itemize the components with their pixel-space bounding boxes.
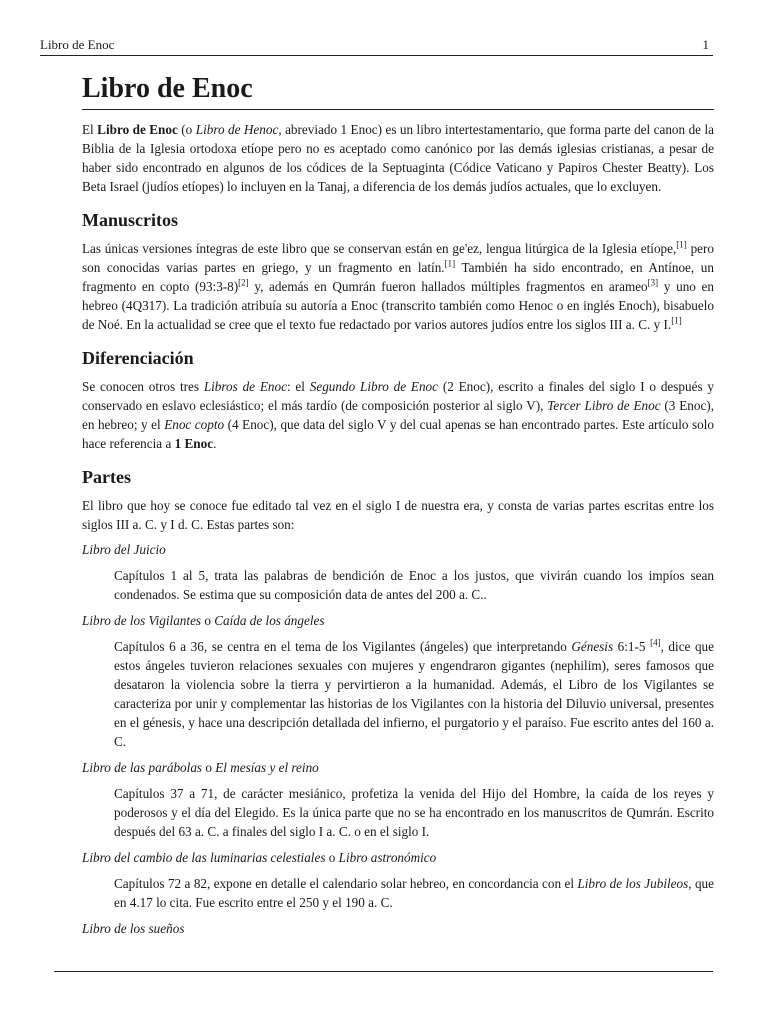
partes-list	[82, 540, 714, 938]
text-run: , que en 4.17 lo cita. Fue escrito entre el 250 y el 190 a. C.	[114, 876, 714, 910]
manuscritos-paragraph	[82, 239, 714, 334]
term-title: El mesías y el reino	[215, 760, 319, 775]
text-run: Capítulos 6 a 36, se centra en el tema de los Vigilantes (ángeles) que interpretando	[114, 639, 572, 654]
italic-term: Libro de los Jubileos	[577, 876, 689, 891]
text-run: : el	[286, 379, 310, 394]
term-separator: o	[201, 613, 215, 628]
list-term: Libro de los sueños	[82, 921, 185, 936]
bold-term: 1 Enoc	[174, 436, 214, 451]
bold-term: Libro de Enoc	[97, 122, 178, 137]
italic-term: Enoc copto	[164, 417, 225, 432]
term-title: Libro de los Vigilantes	[82, 613, 202, 628]
text-run: Las únicas versiones íntegras de este libro que se conservan están en ge'ez, lengua litúrgica de la Iglesia etíope,	[82, 241, 677, 256]
list-term	[82, 848, 714, 867]
term-title: Libro astronómico	[338, 850, 437, 865]
page-title: Libro de Enoc	[82, 73, 253, 104]
italic-term: Tercer Libro de Enoc	[547, 398, 661, 413]
text-run: (3 Enoc), en hebreo; y el	[82, 398, 714, 432]
text-run: , abreviado 1 Enoc) es un libro intertestamentario, que forma parte del canon de la Biblia de la Iglesia ortodoxa etíope pero no es aceptado como canónico por las demás iglesias cristianas, a pesar de haber sido encontrado en algunos de los códices de la Septuaginta (Códice Vaticano y Papiros Chester Beatty). Los Beta Israel (judíos etíopes) lo incluyen en la Tanaj, a diferencia de los demás judíos actuales, que lo excluyen.	[82, 122, 714, 194]
partes-intro: El libro que hoy se conoce fue editado tal vez en el siglo I de nuestra era, y consta de varias partes escritas entre los siglos III a. C. y I d. C. Estas partes son:	[82, 498, 714, 532]
heading-diferenciacion: Diferenciación	[82, 348, 194, 368]
text-run: También ha sido encontrado, en Antínoe, un fragmento en copto (93:3-8)	[82, 260, 714, 294]
list-term	[82, 758, 714, 777]
citation-link[interactable]: [3]	[647, 277, 659, 288]
header-rule	[40, 55, 713, 56]
title-rule	[82, 109, 714, 110]
text-run: (4 Enoc), que data del siglo V y del cual apenas se han encontrado partes. Este artículo solo hace referencia a	[82, 417, 714, 451]
term-title: Libro de las parábolas	[82, 760, 203, 775]
text-run: Capítulos 72 a 82, expone en detalle el calendario solar hebreo, en concordancia con el	[114, 876, 578, 891]
heading-manuscritos: Manuscritos	[82, 210, 178, 230]
italic-term: Libro de Henoc	[195, 122, 279, 137]
intro-paragraph	[82, 120, 714, 196]
heading-partes: Partes	[82, 467, 131, 487]
italic-term: Libros de Enoc	[203, 379, 287, 394]
footer-rule	[54, 971, 713, 972]
text-run: Se conocen otros tres	[82, 379, 204, 394]
text-run: y, además en Qumrán fueron hallados múltiples fragmentos en arameo	[248, 279, 648, 294]
article-body	[82, 72, 714, 945]
list-description: Capítulos 1 al 5, trata las palabras de bendición de Enoc a los justos, que vivirán cuando los impíos sean condenados. Se estima que su composición data de antes del 200 a. C..	[114, 568, 714, 602]
page-number: 1	[702, 37, 709, 52]
list-description: Capítulos 37 a 71, de carácter mesiánico, profetiza la venida del Hijo del Hombre, la caída de los reyes y poderosos y el día del Elegido. Es la única parte que no se ha encontrado en los manuscritos de Qumrán. Escrito después del 63 a. C. a finales del siglo I a. C. o en el siglo I.	[114, 786, 714, 839]
text-run: 6:1-5	[613, 639, 651, 654]
citation-link[interactable]: [1]	[444, 258, 456, 269]
list-term	[82, 611, 714, 630]
list-description	[114, 874, 714, 912]
text-run: y uno en hebreo (4Q317). La tradición atribuía su autoría a Enoc (transcrito también como Henoc o en inglés Enoch), bisabuelo de Noé. En la actualidad se cree que el texto fue redactado por varios autores judíos entre los siglos III a. C. y I.	[82, 279, 714, 332]
text-run: (2 Enoc), escrito a finales del siglo I o después y conservado en eslavo eclesiástico; el más tardío (de composición posterior al siglo V),	[82, 379, 714, 413]
text-run: (o	[177, 122, 196, 137]
italic-term: Segundo Libro de Enoc	[309, 379, 438, 394]
citation-link[interactable]: [4]	[650, 637, 661, 648]
citation-link[interactable]: [2]	[238, 277, 249, 288]
text-run: pero son conocidas varias partes en griego, y un fragmento en latín.	[82, 241, 714, 275]
term-separator: o	[325, 850, 339, 865]
list-term: Libro del Juicio	[82, 542, 166, 557]
term-title: Caída de los ángeles	[214, 613, 325, 628]
text-run: , dice que estos ángeles tuvieron relaciones sexuales con mujeres y engendraron gigantes (nephilim), seres famosos que desataron la violencia sobre la tierra y pervirtieron a la humanidad. Además, el Libro de los Vigilantes se caracteriza por unir y complementar las historias de los Vigilantes con la historia del Diluvio universal, presentes en el génesis, y hace una descripción detallada del infierno, el purgatorio y el paraíso. Fue escrito antes del 160 a. C.	[114, 639, 714, 749]
italic-term: Génesis	[571, 639, 614, 654]
term-separator: o	[202, 760, 216, 775]
text-run: El	[82, 122, 98, 137]
text-run: .	[213, 436, 217, 451]
citation-link[interactable]: [1]	[676, 239, 687, 250]
citation-link[interactable]: [1]	[671, 315, 682, 326]
diferenciacion-paragraph	[82, 377, 714, 453]
running-title: Libro de Enoc	[40, 37, 115, 52]
term-title: Libro del cambio de las luminarias celestiales	[82, 850, 326, 865]
running-header	[40, 36, 713, 54]
list-description	[114, 637, 714, 751]
